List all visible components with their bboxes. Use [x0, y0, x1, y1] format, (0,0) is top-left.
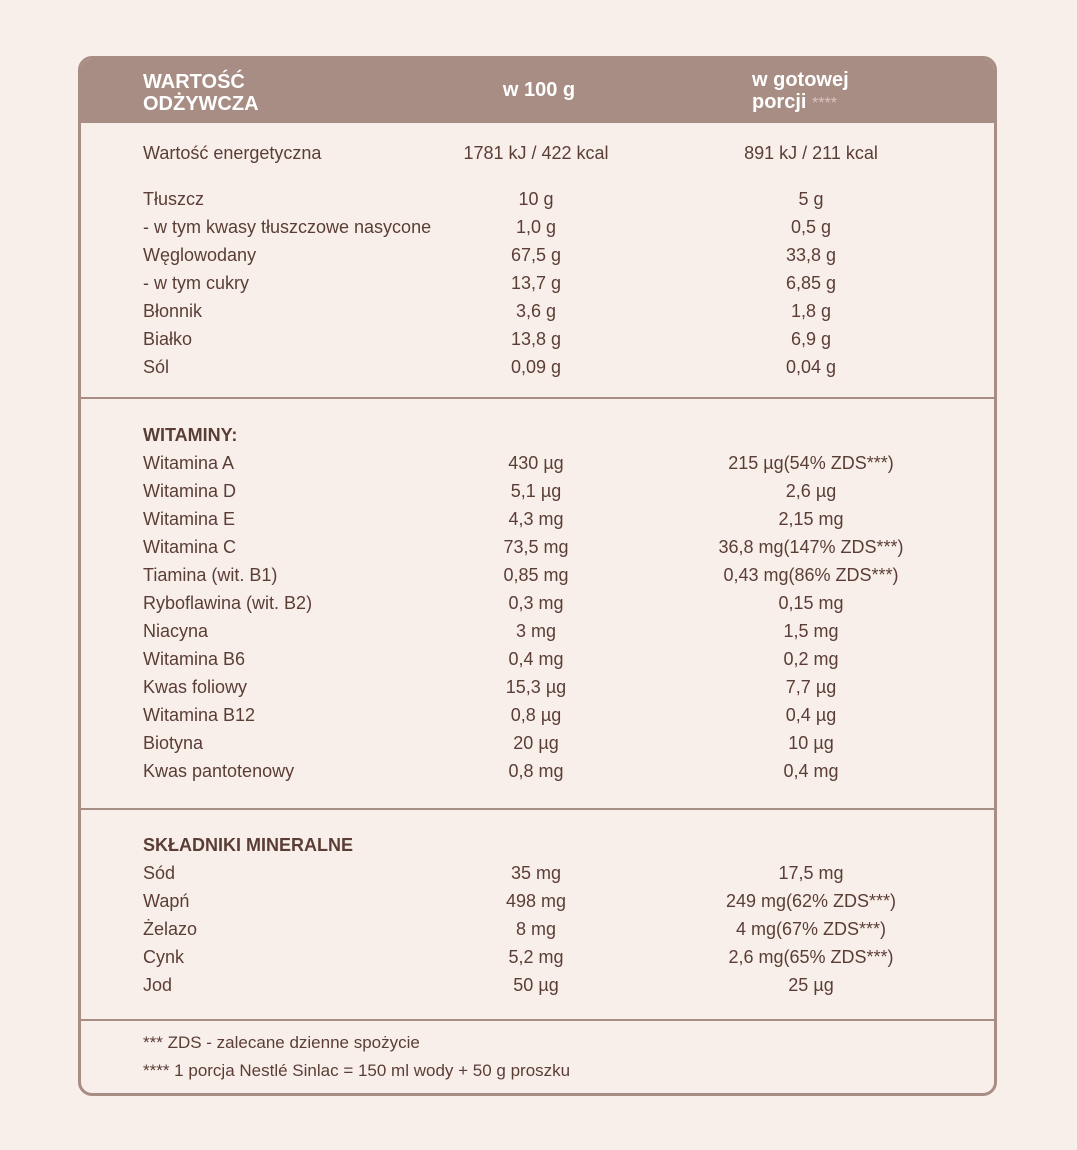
vitamin-portion: 2,6 µg [785, 481, 837, 501]
vitamin-name: Witamina C [143, 537, 237, 557]
mineral-name: Żelazo [143, 919, 198, 939]
energy-portion: 891 kJ / 211 kcal [744, 143, 878, 163]
macro-portion: 6,9 g [790, 329, 832, 349]
vitamin-per100: 3 mg [515, 621, 557, 641]
mineral-portion: 25 µg [788, 975, 834, 995]
macro-per100: 67,5 g [510, 245, 562, 265]
mineral-row [81, 887, 994, 915]
mineral-row [81, 915, 994, 943]
vitamin-row [81, 757, 994, 785]
vitamin-portion: 0,2 mg [783, 649, 839, 669]
vitamin-portion: 215 µg(54% ZDS***) [728, 453, 894, 473]
table-header [81, 59, 994, 123]
vitamin-name: Witamina B6 [143, 649, 246, 669]
macro-name: Błonnik [143, 301, 203, 321]
vitamin-row [81, 673, 994, 701]
mineral-row [81, 943, 994, 971]
vitamin-row [81, 533, 994, 561]
vitamin-per100: 430 µg [508, 453, 564, 473]
nutrition-table [78, 56, 997, 1096]
energy-name: Wartość energetyczna [143, 143, 322, 163]
header-col3-stars: **** [812, 95, 837, 112]
mineral-name: Jod [143, 975, 173, 995]
vitamin-name: Witamina E [143, 509, 236, 529]
vitamin-per100: 5,1 µg [510, 481, 562, 501]
vitamin-per100: 4,3 mg [508, 509, 564, 529]
vitamin-row [81, 561, 994, 589]
minerals-title-row [81, 831, 994, 859]
macro-portion: 6,85 g [785, 273, 837, 293]
vitamin-name: Tiamina (wit. B1) [143, 565, 278, 585]
macro-per100: 0,09 g [510, 357, 562, 377]
vitamin-row [81, 589, 994, 617]
macro-name: Tłuszcz [143, 189, 205, 209]
macro-row [81, 185, 994, 213]
vitamin-name: Kwas pantotenowy [143, 761, 295, 781]
vitamin-name: Biotyna [143, 733, 204, 753]
vitamin-name: Ryboflawina (wit. B2) [143, 593, 313, 613]
vitamin-per100: 0,85 mg [503, 565, 569, 585]
vitamins-title-row [81, 421, 994, 449]
mineral-row [81, 859, 994, 887]
mineral-per100: 50 µg [513, 975, 559, 995]
vitamin-name: Witamina B12 [143, 705, 256, 725]
vitamin-portion: 0,4 µg [785, 705, 837, 725]
header-per-100g: w 100 g [502, 79, 576, 101]
vitamin-portion: 0,15 mg [778, 593, 844, 613]
header-col3-line1: w gotowej [752, 69, 849, 91]
vitamin-row [81, 729, 994, 757]
macro-per100: 13,7 g [510, 273, 562, 293]
footnote-portion: **** 1 porcja Nestlé Sinlac = 150 ml wody + 50 g proszku [143, 1061, 571, 1080]
macro-name: Węglowodany [143, 245, 257, 265]
vitamin-name: Witamina A [143, 453, 235, 473]
macro-row [81, 353, 994, 381]
vitamin-name: Witamina D [143, 481, 237, 501]
vitamin-portion: 0,4 mg [783, 761, 839, 781]
vitamin-per100: 15,3 µg [505, 677, 567, 697]
section-divider [81, 1019, 994, 1021]
header-col3-portion: porcji [752, 91, 807, 113]
header-col1-line2: ODŻYWCZA [143, 93, 259, 115]
mineral-portion: 4 mg(67% ZDS***) [735, 919, 887, 939]
vitamin-per100: 20 µg [513, 733, 559, 753]
macro-name: - w tym kwasy tłuszczowe nasycone [143, 217, 432, 237]
header-col3-line2 [752, 91, 952, 115]
mineral-per100: 35 mg [510, 863, 562, 883]
vitamin-per100: 0,8 mg [508, 761, 564, 781]
vitamin-row [81, 701, 994, 729]
macro-per100: 1,0 g [515, 217, 557, 237]
vitamins-title: WITAMINY: [143, 425, 238, 445]
macro-per100: 13,8 g [510, 329, 562, 349]
vitamin-name: Niacyna [143, 621, 209, 641]
mineral-per100: 5,2 mg [508, 947, 564, 967]
macro-portion: 33,8 g [785, 245, 837, 265]
vitamin-per100: 0,3 mg [508, 593, 564, 613]
header-nutrition-value [143, 71, 343, 115]
vitamin-row [81, 617, 994, 645]
vitamin-portion: 2,15 mg [778, 509, 844, 529]
mineral-name: Wapń [143, 891, 190, 911]
mineral-portion: 2,6 mg(65% ZDS***) [728, 947, 894, 967]
macro-per100: 3,6 g [515, 301, 557, 321]
macro-portion: 0,5 g [790, 217, 832, 237]
vitamin-per100: 0,8 µg [510, 705, 562, 725]
vitamin-portion: 1,5 mg [783, 621, 839, 641]
macro-row [81, 241, 994, 269]
vitamin-row [81, 449, 994, 477]
macro-portion: 0,04 g [785, 357, 837, 377]
mineral-row [81, 971, 994, 999]
macro-row [81, 269, 994, 297]
vitamin-portion: 10 µg [788, 733, 834, 753]
macro-per100: 10 g [518, 189, 554, 209]
minerals-title: SKŁADNIKI MINERALNE [143, 835, 353, 855]
energy-per100: 1781 kJ / 422 kcal [463, 143, 609, 163]
macro-name: - w tym cukry [143, 273, 249, 293]
macro-portion: 5 g [798, 189, 824, 209]
vitamin-row [81, 477, 994, 505]
mineral-portion: 17,5 mg [778, 863, 844, 883]
vitamin-name: Kwas foliowy [143, 677, 248, 697]
vitamin-portion: 7,7 µg [785, 677, 837, 697]
mineral-name: Sód [143, 863, 176, 883]
macro-row [81, 297, 994, 325]
vitamin-portion: 0,43 mg(86% ZDS***) [723, 565, 899, 585]
macro-portion: 1,8 g [790, 301, 832, 321]
energy-row [81, 139, 994, 167]
macro-name: Sól [143, 357, 170, 377]
vitamin-row [81, 645, 994, 673]
macro-row [81, 325, 994, 353]
footnote-zds: *** ZDS - zalecane dzienne spożycie [143, 1033, 420, 1052]
mineral-portion: 249 mg(62% ZDS***) [725, 891, 897, 911]
mineral-name: Cynk [143, 947, 185, 967]
vitamin-per100: 73,5 mg [503, 537, 569, 557]
header-col1-line1: WARTOŚĆ [143, 71, 245, 93]
mineral-per100: 8 mg [515, 919, 557, 939]
vitamin-row [81, 505, 994, 533]
macro-row [81, 213, 994, 241]
vitamin-per100: 0,4 mg [508, 649, 564, 669]
section-divider [81, 808, 994, 810]
section-divider [81, 397, 994, 399]
macro-name: Białko [143, 329, 193, 349]
header-per-portion [752, 69, 952, 115]
mineral-per100: 498 mg [505, 891, 567, 911]
vitamin-portion: 36,8 mg(147% ZDS***) [718, 537, 904, 557]
